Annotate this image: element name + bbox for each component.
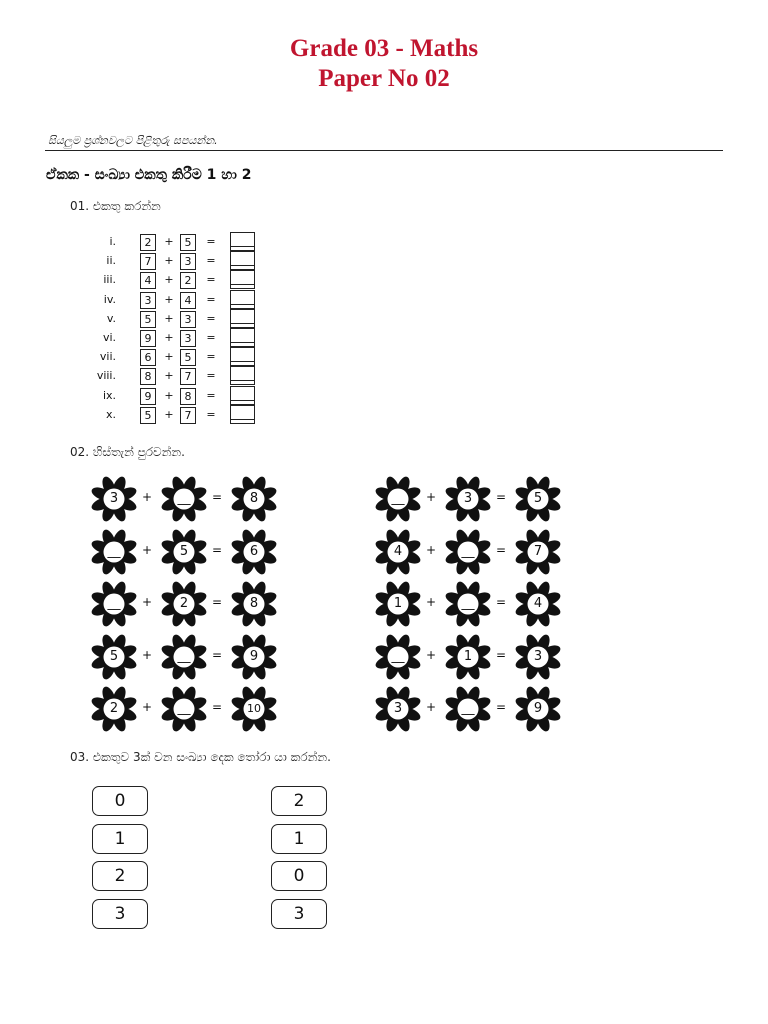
- flower-icon: [443, 527, 493, 577]
- answer-box[interactable]: [230, 290, 255, 309]
- unit-title: ඒකක - සංඛ්‍යා එකතු කිරීම 1 හා 2: [46, 167, 252, 183]
- flower-value: 9: [533, 701, 543, 716]
- flower-icon: [373, 684, 423, 734]
- addend-box: 5: [140, 311, 156, 328]
- flower-value: 9: [249, 648, 259, 664]
- equals-sign: =: [206, 350, 216, 364]
- number-choice-left[interactable]: 0: [92, 786, 148, 816]
- addend-box: 3: [140, 292, 156, 309]
- equals-sign: =: [495, 490, 507, 504]
- plus-sign: +: [425, 700, 437, 714]
- addend-box: 3: [180, 253, 196, 270]
- flower-icon: [89, 474, 139, 524]
- flower-equation: [373, 632, 573, 682]
- addend-box: 5: [140, 407, 156, 424]
- answer-box[interactable]: [230, 270, 255, 289]
- answer-box[interactable]: [230, 251, 255, 270]
- row-number: ix.: [102, 388, 116, 402]
- number-choice-right[interactable]: 2: [271, 786, 327, 816]
- addition-row: [60, 407, 320, 425]
- equals-sign: =: [495, 700, 507, 714]
- flower-value: 2: [179, 596, 189, 611]
- plus-sign: +: [164, 331, 174, 344]
- row-number: i.: [109, 235, 116, 248]
- equals-sign: =: [206, 254, 216, 268]
- flower-icon: [229, 474, 279, 524]
- flower-icon: [159, 632, 209, 682]
- addition-row: [60, 292, 320, 310]
- flower-value[interactable]: __: [107, 596, 121, 611]
- plus-sign: +: [141, 595, 153, 609]
- flower-equation: [89, 527, 289, 577]
- flower-icon: [89, 527, 139, 577]
- flower-value: 5: [109, 648, 119, 664]
- flower-icon: [373, 632, 423, 682]
- plus-sign: +: [141, 647, 153, 662]
- flower-icon: [513, 684, 563, 734]
- addend-box: 8: [140, 368, 156, 385]
- addition-row: [60, 330, 320, 348]
- equals-sign: =: [495, 647, 507, 662]
- flower-value[interactable]: __: [461, 543, 475, 559]
- equals-sign: =: [206, 235, 216, 248]
- flower-equation: [89, 632, 289, 682]
- flower-value[interactable]: __: [391, 648, 405, 664]
- flower-value[interactable]: __: [177, 701, 191, 716]
- equals-sign: =: [206, 369, 216, 383]
- plus-sign: +: [425, 542, 437, 557]
- flower-icon: [373, 527, 423, 577]
- addition-row: [60, 349, 320, 367]
- number-choice-left[interactable]: 2: [92, 861, 148, 891]
- question-1-heading: 01. එකතු කරන්න: [70, 199, 161, 213]
- addition-row: [60, 272, 320, 290]
- row-number: viii.: [96, 369, 116, 383]
- flower-icon: [229, 579, 279, 629]
- question-3-heading: 03. එකතුව 3ක් වන සංඛ්‍යා දෙක තෝරා යා කරන්න.: [70, 750, 331, 764]
- flower-value: 3: [109, 491, 119, 506]
- number-choice-right[interactable]: 1: [271, 824, 327, 854]
- number-choice-left[interactable]: 1: [92, 824, 148, 854]
- plus-sign: +: [141, 542, 153, 557]
- flower-value: 5: [533, 491, 543, 506]
- addend-box: 6: [140, 349, 156, 366]
- title-line-2: Paper No 02: [318, 65, 450, 92]
- plus-sign: +: [425, 647, 437, 662]
- flower-icon: [89, 579, 139, 629]
- plus-sign: +: [164, 235, 174, 248]
- equals-sign: =: [206, 292, 216, 306]
- row-number: iii.: [103, 273, 116, 287]
- flower-value: 6: [249, 543, 259, 559]
- row-number: v.: [106, 311, 116, 325]
- answer-box[interactable]: [230, 309, 255, 328]
- flower-value: 8: [249, 491, 259, 506]
- flower-icon: [89, 684, 139, 734]
- question-2-heading: 02. හිස්තැන් පුරවන්න.: [70, 445, 185, 459]
- addend-box: 5: [180, 349, 196, 366]
- addition-row: [60, 311, 320, 329]
- addend-box: 7: [140, 253, 156, 270]
- flower-value: 1: [463, 648, 473, 664]
- row-number: x.: [105, 407, 116, 421]
- addend-box: 7: [180, 407, 196, 424]
- plus-sign: +: [141, 700, 153, 714]
- flower-value: 8: [249, 596, 259, 611]
- addend-box: 2: [180, 272, 196, 289]
- flower-icon: [229, 527, 279, 577]
- flower-icon: [159, 474, 209, 524]
- equals-sign: =: [206, 311, 216, 325]
- flower-equation: [89, 474, 289, 524]
- addend-box: 5: [180, 234, 196, 251]
- flower-value[interactable]: __: [177, 648, 191, 664]
- plus-sign: +: [164, 369, 174, 383]
- answer-box[interactable]: [230, 366, 255, 385]
- flower-icon: [443, 632, 493, 682]
- flower-value: 3: [393, 701, 403, 716]
- flower-value: 7: [533, 543, 543, 559]
- flower-value[interactable]: __: [107, 543, 121, 559]
- equals-sign: =: [211, 542, 223, 557]
- addend-box: 8: [180, 388, 196, 405]
- page-title: [0, 34, 768, 94]
- flower-equation: [373, 527, 573, 577]
- addend-box: 2: [140, 234, 156, 251]
- flower-icon: [159, 684, 209, 734]
- plus-sign: +: [164, 388, 174, 402]
- equals-sign: =: [206, 388, 216, 402]
- flower-icon: [513, 527, 563, 577]
- addend-box: 4: [140, 272, 156, 289]
- answer-box[interactable]: [230, 232, 255, 251]
- flower-value: 3: [533, 648, 543, 664]
- flower-icon: [443, 474, 493, 524]
- plus-sign: +: [164, 273, 174, 287]
- row-number: iv.: [103, 292, 116, 306]
- instruction-text: සියලුම ප්‍රශ්නවලට පිළිතුරු සපයන්න.: [48, 134, 218, 147]
- flower-value[interactable]: __: [177, 491, 191, 506]
- answer-box[interactable]: [230, 347, 255, 366]
- equals-sign: =: [211, 647, 223, 662]
- title-line-1: Grade 03 - Maths: [289, 35, 479, 62]
- flower-equation: [373, 579, 573, 629]
- equals-sign: =: [206, 407, 216, 421]
- equals-sign: =: [211, 700, 223, 714]
- answer-box[interactable]: [230, 386, 255, 405]
- row-number: vii.: [99, 350, 116, 364]
- flower-icon: [513, 474, 563, 524]
- plus-sign: +: [425, 490, 437, 504]
- flower-equation: [373, 474, 573, 524]
- addend-box: 4: [180, 292, 196, 309]
- flower-icon: [513, 632, 563, 682]
- flower-equation: [89, 684, 289, 734]
- flower-value: 4: [393, 543, 403, 559]
- plus-sign: +: [164, 254, 174, 268]
- plus-sign: +: [164, 350, 174, 364]
- addend-box: 9: [140, 388, 156, 405]
- answer-box[interactable]: [230, 328, 255, 347]
- addition-row: [60, 368, 320, 386]
- flower-value: 2: [109, 701, 119, 716]
- number-choice-right[interactable]: 0: [271, 861, 327, 891]
- flower-icon: [159, 527, 209, 577]
- number-choice-left[interactable]: 3: [92, 899, 148, 929]
- number-choice-right[interactable]: 3: [271, 899, 327, 929]
- flower-value[interactable]: __: [461, 701, 475, 716]
- flower-icon: [89, 632, 139, 682]
- flower-icon: [443, 579, 493, 629]
- flower-icon: [373, 579, 423, 629]
- flower-icon: [373, 474, 423, 524]
- row-number: vi.: [102, 331, 116, 344]
- flower-icon: [229, 684, 279, 734]
- addition-row: [60, 253, 320, 271]
- flower-value[interactable]: __: [391, 491, 405, 506]
- flower-equation: [373, 684, 573, 734]
- plus-sign: +: [164, 407, 174, 421]
- addend-box: 9: [140, 330, 156, 347]
- row-number: ii.: [106, 254, 116, 268]
- plus-sign: +: [164, 292, 174, 306]
- addition-row: [60, 388, 320, 406]
- addend-box: 3: [180, 330, 196, 347]
- equals-sign: =: [211, 490, 223, 504]
- equals-sign: =: [206, 273, 216, 287]
- plus-sign: +: [425, 595, 437, 609]
- flower-value: 4: [533, 596, 543, 611]
- flower-icon: [229, 632, 279, 682]
- addition-row: [60, 234, 320, 252]
- equals-sign: =: [495, 595, 507, 609]
- flower-value: 1: [393, 596, 403, 611]
- flower-value: 5: [179, 543, 189, 559]
- addend-box: 3: [180, 311, 196, 328]
- flower-value: 10: [247, 702, 261, 715]
- flower-icon: [159, 579, 209, 629]
- flower-value: 3: [463, 491, 473, 506]
- plus-sign: +: [164, 311, 174, 325]
- equals-sign: =: [211, 595, 223, 609]
- flower-icon: [443, 684, 493, 734]
- flower-value[interactable]: __: [461, 596, 475, 611]
- equals-sign: =: [495, 542, 507, 557]
- flower-equation: [89, 579, 289, 629]
- flower-icon: [513, 579, 563, 629]
- plus-sign: +: [141, 490, 153, 504]
- equals-sign: =: [206, 331, 216, 344]
- answer-box[interactable]: [230, 405, 255, 424]
- divider: [45, 150, 723, 151]
- addend-box: 7: [180, 368, 196, 385]
